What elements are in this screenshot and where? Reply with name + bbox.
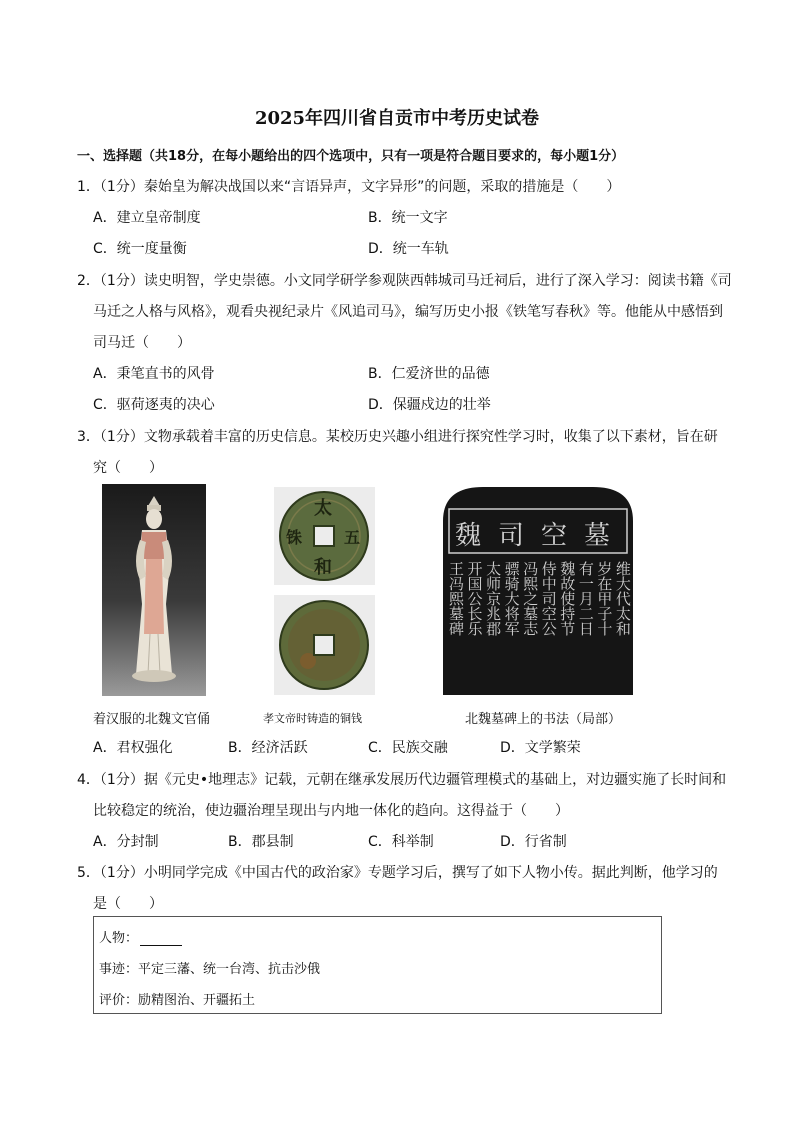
q3-option-c[interactable]: C．民族交融 xyxy=(368,740,448,756)
character-profile-box xyxy=(93,916,662,1014)
q2-option-a[interactable]: A．秉笔直书的风骨 xyxy=(93,366,215,382)
coin-obverse-image xyxy=(274,487,375,585)
q1-option-b[interactable]: B．统一文字 xyxy=(368,210,448,226)
stele-text-column: 魏故使持节 xyxy=(558,561,577,636)
q3-option-b[interactable]: B．经济活跃 xyxy=(228,740,308,756)
stele-header-char: 司 xyxy=(498,521,525,551)
profile-evaluation: 评价：励精图治、开疆拓土 xyxy=(99,993,256,1008)
stele-header-char: 墓 xyxy=(584,521,611,551)
q5-stem-line1: 5．（1分）小明同学完成《中国古代的政治家》专题学习后，撰写了如下人物小传。据此判断，他学习的 xyxy=(77,865,718,881)
q4-option-a[interactable]: A．分封制 xyxy=(93,834,159,850)
coin-char-left: 铢 xyxy=(286,528,303,547)
stele-text-column: 维大代太和 xyxy=(613,561,632,636)
q2-option-c[interactable]: C．驱荷逐夷的决心 xyxy=(93,397,215,413)
q3-option-d[interactable]: D．文学繁荣 xyxy=(500,740,581,756)
stele-text-column: 骠骑大将军 xyxy=(502,561,521,636)
profile-deeds: 事迹：平定三藩、统一台湾、抗击沙俄 xyxy=(99,962,321,977)
profile-person-label: 人物： xyxy=(99,931,139,946)
stele-text-column: 侍中司空公 xyxy=(539,561,558,636)
q5-stem-line2: 是（ ） xyxy=(93,896,163,912)
q3-option-a[interactable]: A．君权强化 xyxy=(93,740,173,756)
q1-option-d[interactable]: D．统一车轨 xyxy=(368,241,449,257)
northern-wei-stele-calligraphy-image xyxy=(443,487,633,695)
northern-wei-official-figurine-image xyxy=(102,484,206,696)
coin-char-bottom: 和 xyxy=(314,557,332,578)
stele-text-column: 岁在甲子十 xyxy=(595,561,614,636)
q1-option-c[interactable]: C．统一度量衡 xyxy=(93,241,187,257)
stele-header-char: 空 xyxy=(541,521,568,551)
stele-text-column: 开国公长乐 xyxy=(465,561,484,636)
q1-stem: 1．（1分）秦始皇为解决战国以来“言语异声，文字异形”的问题，采取的措施是（ ） xyxy=(77,179,621,195)
coin-char-top: 太 xyxy=(314,498,332,519)
caption-stele: 北魏墓碑上的书法（局部） xyxy=(465,712,622,727)
caption-coins: 孝文帝时铸造的铜钱 xyxy=(263,712,362,725)
stele-text-column: 太师京兆郡 xyxy=(484,561,503,636)
stele-header-char: 魏 xyxy=(455,521,482,551)
q2-option-d[interactable]: D．保疆戍边的壮举 xyxy=(368,397,491,413)
profile-person-row xyxy=(99,927,182,946)
coin-char-right: 五 xyxy=(344,528,361,547)
q4-option-d[interactable]: D．行省制 xyxy=(500,834,567,850)
stele-text-column: 有一月二日 xyxy=(576,561,595,636)
caption-figurine: 着汉服的北魏文官俑 xyxy=(93,712,211,727)
person-blank xyxy=(140,932,182,946)
q4-option-b[interactable]: B．郡县制 xyxy=(228,834,294,850)
q4-stem-line1: 4．（1分）据《元史•地理志》记载，元朝在继承发展历代边疆管理模式的基础上，对边疆实施了长时间和 xyxy=(77,772,727,788)
stele-text-column: 王冯熙墓碑 xyxy=(447,561,465,636)
q4-option-c[interactable]: C．科举制 xyxy=(368,834,434,850)
q3-stem-line1: 3．（1分）文物承载着丰富的历史信息。某校历史兴趣小组进行探究性学习时，收集了以下素材，旨在研 xyxy=(77,429,718,445)
stele-text-column: 冯熙之墓志 xyxy=(521,561,540,636)
q2-stem-line2: 马迁之人格与风格》，观看央视纪录片《风追司马》，编写历史小报《铁笔写春秋》等。他能从中感悟到 xyxy=(93,304,723,320)
q2-option-b[interactable]: B．仁爱济世的品德 xyxy=(368,366,490,382)
coin-reverse-image xyxy=(274,595,375,695)
q1-option-a[interactable]: A．建立皇帝制度 xyxy=(93,210,201,226)
q4-stem-line2: 比较稳定的统治，使边疆治理呈现出与内地一体化的趋向。这得益于（ ） xyxy=(93,803,569,819)
section-heading: 一、选择题（共18分，在每小题给出的四个选项中，只有一项是符合题目要求的，每小题1分） xyxy=(77,149,625,164)
q2-stem-line3: 司马迁（ ） xyxy=(93,335,191,351)
q2-stem-line1: 2．（1分）读史明智，学史崇德。小文同学研学参观陕西韩城司马迁祠后，进行了深入学习：阅读书籍《司 xyxy=(77,273,732,289)
q3-stem-line2: 究（ ） xyxy=(93,460,163,476)
page-title: 2025年四川省自贡市中考历史试卷 xyxy=(254,108,540,129)
